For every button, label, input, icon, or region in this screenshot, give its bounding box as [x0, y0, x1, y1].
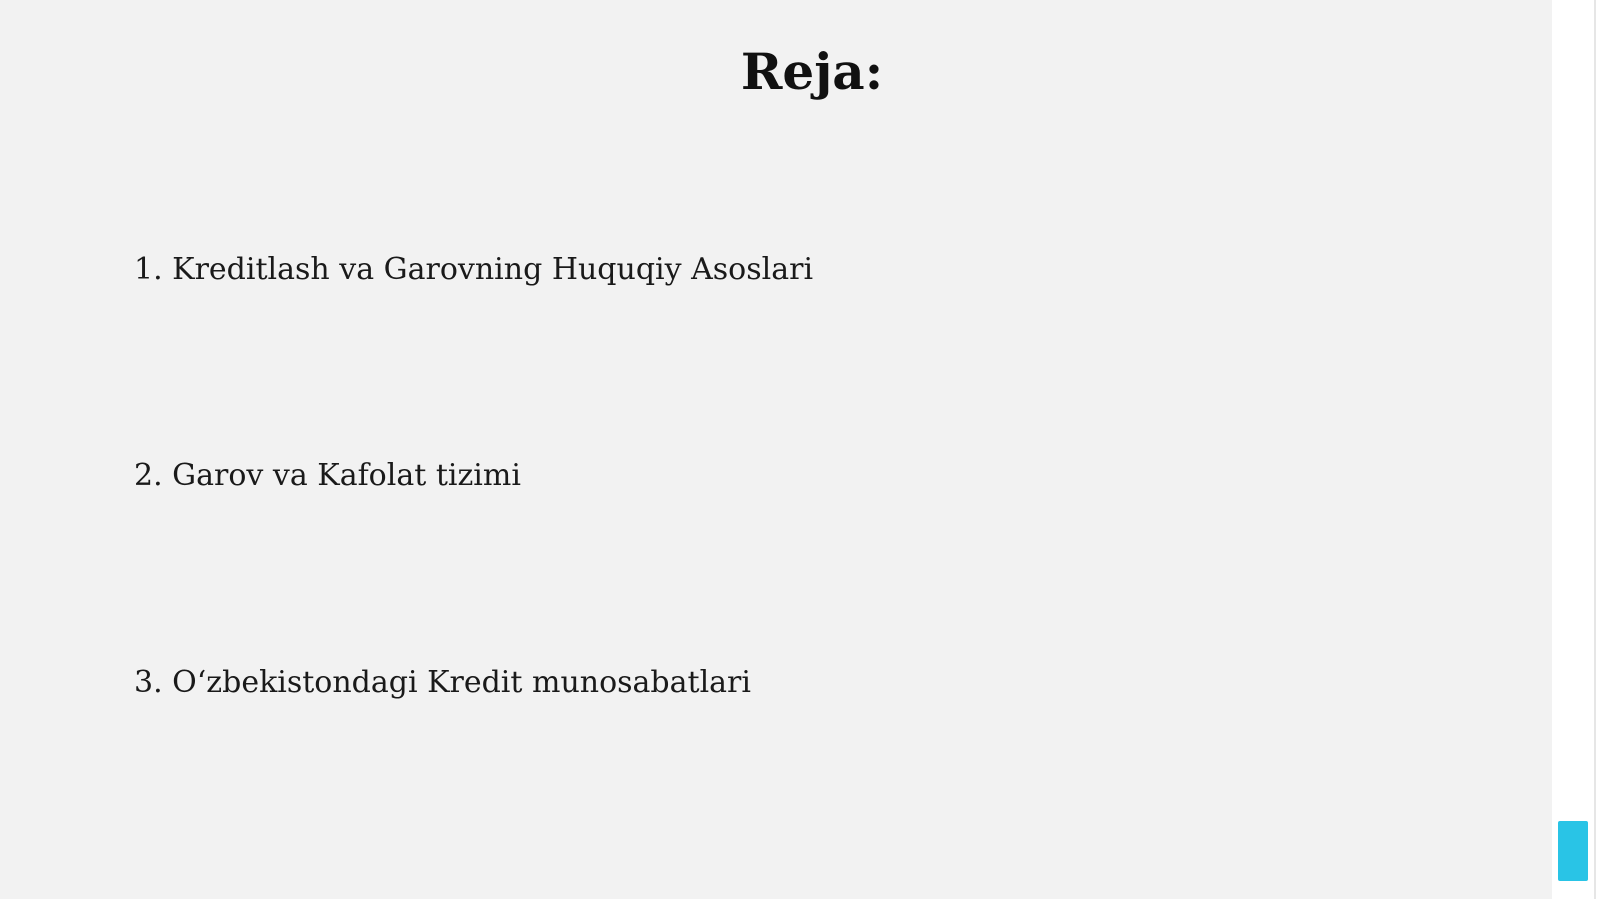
plan-item-text: Garov va Kafolat tizimi [172, 458, 521, 493]
plan-item-text: Kreditlash va Garovning Huquqiy Asoslari [172, 252, 814, 287]
plan-item-text: O‘zbekistondagi Kredit munosabatlari [172, 665, 751, 700]
scrollbar-thumb[interactable] [1558, 821, 1588, 881]
plan-item-2 [134, 456, 521, 496]
plan-item-number: 1. [134, 252, 163, 287]
scrollbar-edge [1594, 0, 1596, 899]
plan-item-number: 3. [134, 665, 163, 700]
scrollbar-track[interactable] [1552, 0, 1600, 899]
plan-item-3 [134, 663, 751, 703]
plan-item-1 [134, 250, 813, 290]
slide-title: Reja: [740, 42, 884, 101]
plan-item-number: 2. [134, 458, 163, 493]
